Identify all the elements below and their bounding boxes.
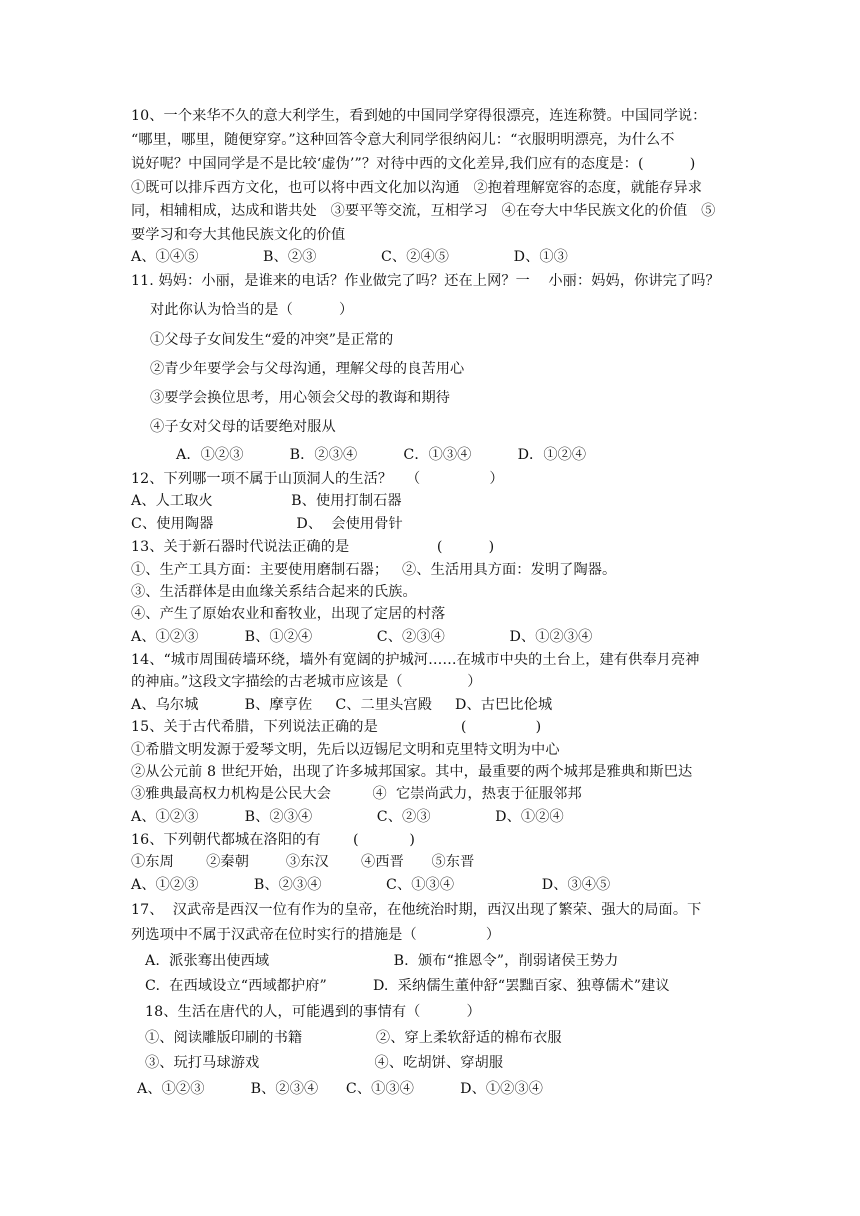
q11-line-1: 11. 妈妈：小丽，是谁来的电话？作业做完了吗？还在上网？一 小丽：妈妈，你讲完了吗？ xyxy=(131,273,720,289)
q18-statement-2: ③、玩打马球游戏 ④、吃胡饼、穿胡服 xyxy=(145,1055,504,1071)
q10-line-5: 同，相辅相成，达成和谐共处 ③要平等交流，互相学习 ④在夸大中华民族文化的价值 ⑤ xyxy=(131,203,716,219)
q15-options: A、①②③ B、②③④ C、②③ D、①②④ xyxy=(131,809,564,825)
q11-line-2: 对此你认为恰当的是（ ） xyxy=(150,302,354,318)
q14-line-2: 的神庙。”这段文字描绘的古老城市应该是（ ） xyxy=(131,674,482,690)
q11-statement-3: ③要学会换位思考，用心领会父母的教诲和期待 xyxy=(150,390,451,406)
q11-statement-2: ②青少年要学会与父母沟通，理解父母的良苦用心 xyxy=(150,361,465,377)
q15-statement-3: ③雅典最高权力机构是公民大会 ④ 它崇尚武力，热衷于征服邻邦 xyxy=(131,786,582,802)
q14-options: A、乌尔城 B、摩亨佐 C、二里头宫殿 D、古巴比伦城 xyxy=(131,697,553,713)
q15-line-1: 15、关于古代希腊，下列说法正确的是 ( ) xyxy=(131,719,542,735)
q11-options: A．①②③ B．②③④ C．①③④ D．①②④ xyxy=(176,447,587,463)
q16-statement-1: ①东周 ②秦朝 ③东汉 ④西晋 ⑤东晋 xyxy=(131,854,475,870)
q17-options-1: A. 派张骞出使西域 B. 颁布“推恩令”，削弱诸侯王势力 xyxy=(145,953,619,969)
q15-statement-1: ①希腊文明发源于爱琴文明，先后以迈锡尼文明和克里特文明为中心 xyxy=(131,742,560,758)
q14-line-1: 14、“城市周围砖墙环绕，墙外有宽阔的护城河……在城市中央的土台上，建有供奉月亮神 xyxy=(131,652,700,668)
q10-line-3: 说好呢？中国同学是不是比较‘虚伪’”？对待中西的文化差异,我们应有的态度是：( ) xyxy=(131,156,696,172)
q10-line-2: “哪里，哪里，随便穿穿。”这种回答令意大利同学很纳闷儿：“衣服明明漂亮，为什么不 xyxy=(131,132,675,148)
q17-options-2: C. 在西域设立“西域都护府” D. 采纳儒生董仲舒“罢黜百家、独尊儒术”建议 xyxy=(145,978,670,994)
q12-options-2: C、使用陶器 D、 会使用骨针 xyxy=(131,516,403,532)
q17-line-2: 列选项中不属于汉武帝在位时实行的措施是（ ） xyxy=(131,927,501,943)
q18-options: A、①②③ B、②③④ C、①③④ D、①②③④ xyxy=(137,1081,544,1097)
q17-line-1: 17、 汉武帝是西汉一位有作为的皇帝，在他统治时期，西汉出现了繁荣、强大的局面。下 xyxy=(131,902,702,918)
q12-options-1: A、人工取火 B、使用打制石器 xyxy=(131,493,402,509)
q13-options: A、①②③ B、①②④ C、②③④ D、①②③④ xyxy=(131,629,593,645)
q16-options: A、①②③ B、②③④ C、①③④ D、③④⑤ xyxy=(131,877,611,893)
q13-statement-2: ③、生活群体是由血缘关系结合起来的氏族。 xyxy=(131,584,417,600)
q12-line-1: 12、下列哪一项不属于山顶洞人的生活？ （ ） xyxy=(131,471,504,487)
q11-statement-4: ④子女对父母的话要绝对服从 xyxy=(150,419,336,435)
q10-line-4: ①既可以排斥西方文化，也可以将中西文化加以沟通 ②抱着理解宽容的态度，就能存异求 xyxy=(131,180,703,196)
q15-statement-2: ②从公元前 8 世纪开始，出现了许多城邦国家。其中，最重要的两个城邦是雅典和斯巴达 xyxy=(131,764,693,780)
q18-line-1: 18、生活在唐代的人，可能遇到的事情有（ ） xyxy=(145,1004,481,1020)
q11-statement-1: ①父母子女间发生“爱的冲突”是正常的 xyxy=(150,332,394,348)
q10-options: A、①④⑤ B、②③ C、②④⑤ D、①③ xyxy=(131,249,568,265)
q16-line-1: 16、下列朝代都城在洛阳的有 ( ) xyxy=(131,832,415,848)
q10-line-1: 10、一个来华不久的意大利学生，看到她的中国同学穿得很漂亮，连连称赞。中国同学说： xyxy=(131,108,707,124)
q13-line-1: 13、关于新石器时代说法正确的是 ( ) xyxy=(131,539,495,555)
q18-statement-1: ①、阅读雕版印刷的书籍 ②、穿上柔软舒适的棉布衣服 xyxy=(145,1030,562,1046)
q10-line-6: 要学习和夸大其他民族文化的价值 xyxy=(131,227,346,243)
q13-statement-1: ①、生产工具方面：主要使用磨制石器； ②、生活用具方面：发明了陶器。 xyxy=(131,562,617,578)
q13-statement-3: ④、产生了原始农业和畜牧业，出现了定居的村落 xyxy=(131,606,446,622)
